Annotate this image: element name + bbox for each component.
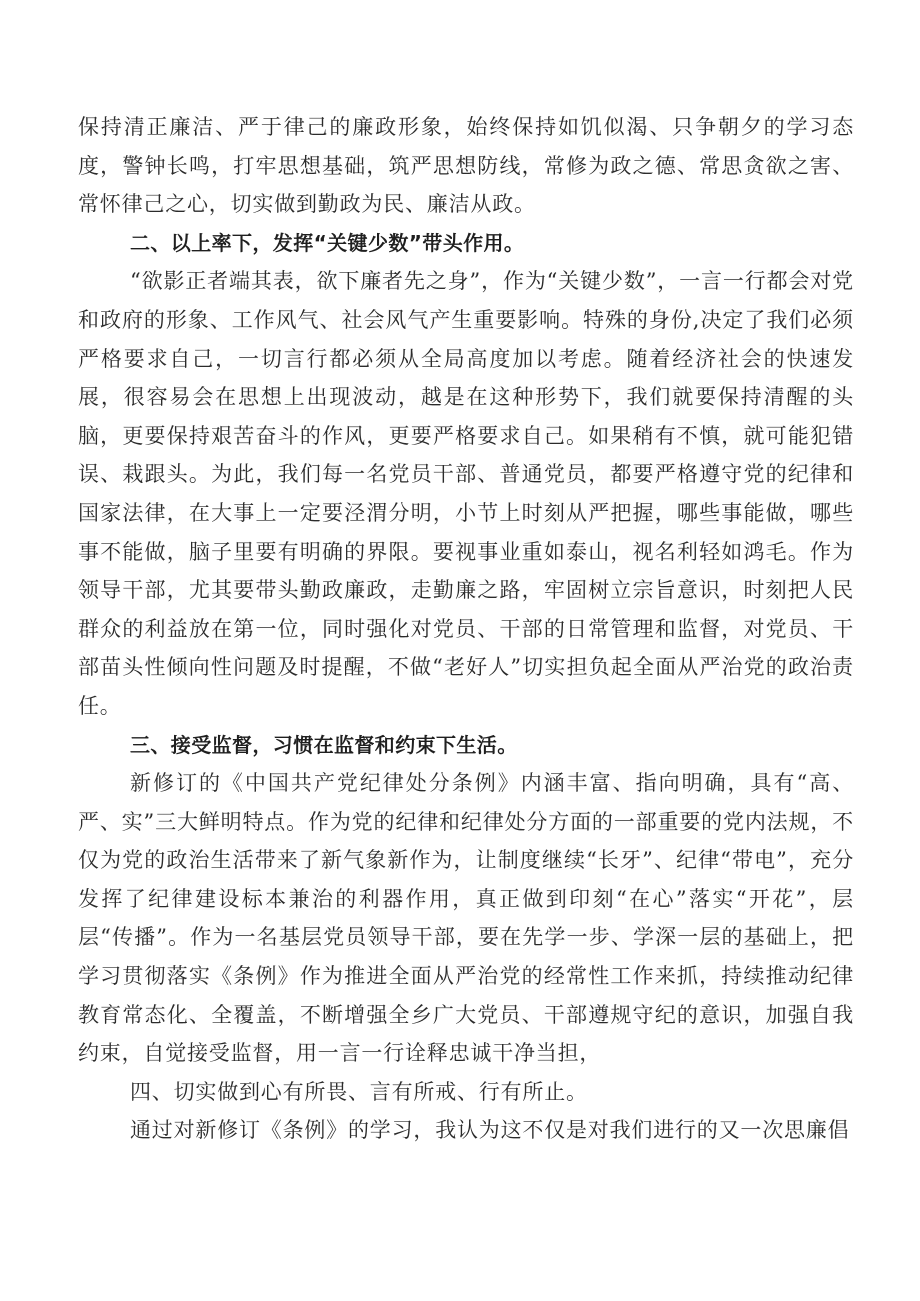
paragraph-section-2: “欲影正者端其表，欲下廉者先之身”，作为“关键少数”，一言一行都会对党和政府的形象、工作风气、社会风气产生重要影响。特殊的身份,决定了我们必须严格要求自己，一切言行都必须从全局高度加以考虑。随着经济社会的快速发展，很容易会在思想上出现波动，越是在这种形势下，我们就要保持清醒的头脑，更要保持艰苦奋斗的作风，更要严格要求自己。如果稍有不慎，就可能犯错误、栽跟头。为此，我们每一名党员干部、普通党员，都要严格遵守党的纪律和国家法律，在大事上一定要泾渭分明，小节上时刻从严把握，哪些事能做，哪些事不能做，脑子里要有明确的界限。要视事业重如泰山，视名利轻如鸿毛。作为领导干部，尤其要带头勤政廉政，走勤廉之路，牢固树立宗旨意识，时刻把人民群众的利益放在第一位，同时强化对党员、干部的日常管理和监督，对党员、干部苗头性倾向性问题及时提醒，不做“老好人”切实担负起全面从严治党的政治责任。 <box>78 269 854 718</box>
document-body <box>78 108 854 1150</box>
heading-section-2: 二、以上率下，发挥“关键少数”带头作用。 <box>130 230 525 255</box>
paragraph-section-4: 通过对新修订《条例》的学习，我认为这不仅是对我们进行的又一次思廉倡 <box>130 1118 850 1143</box>
heading-section-3: 三、接受监督，习惯在监督和约束下生活。 <box>130 732 518 757</box>
paragraph-section-3: 新修订的《中国共产党纪律处分条例》内涵丰富、指向明确，具有“高、严、实”三大鲜明特点。作为党的纪律和纪律处分方面的一部重要的党内法规，不仅为党的政治生活带来了新气象新作为，让制度继续“长牙”、纪律“带电”，充分发挥了纪律建设标本兼治的利器作用，真正做到印刻“在心”落实“开花”，层层“传播”。作为一名基层党员领导干部，要在先学一步、学深一层的基础上，把学习贯彻落实《条例》作为推进全面从严治党的经常性工作来抓，持续推动纪律教育常态化、全覆盖，不断增强全乡广大党员、干部遵规守纪的意识，加强自我约束，自觉接受监督，用一言一行诠释忠诚干净当担， <box>78 771 854 1066</box>
paragraph-intro: 保持清正廉洁、严于律己的廉政形象，始终保持如饥似渴、只争朝夕的学习态度，警钟长鸣，打牢思想基础，筑严思想防线，常修为政之德、常思贪欲之害、常怀律己之心，切实做到勤政为民、廉洁从政。 <box>78 115 854 217</box>
heading-section-4: 四、切实做到心有所畏、言有所戒、行有所止。 <box>130 1079 588 1104</box>
